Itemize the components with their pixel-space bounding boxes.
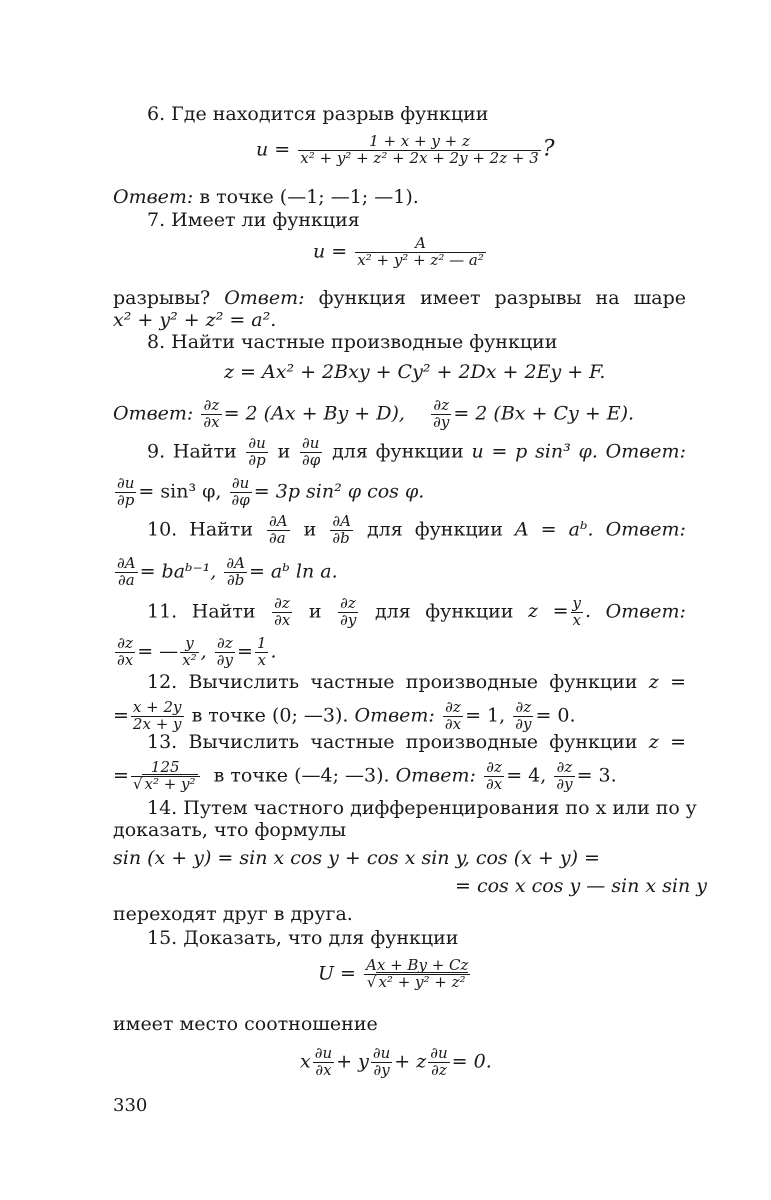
problem-13-line1: 13. Вычислить частные производные функции z = xyxy=(147,731,686,753)
problem-8-answer: Ответ: $\frac{\partial z}{\partial x}$ = 2 (Ax + By + D), $\frac{\partial z}{\partial y}$ = 2 (Bx + Cy + E). xyxy=(113,396,635,431)
problem-14-formula-2: = cos x cos y — sin x sin y xyxy=(455,875,707,897)
problem-14-line1: 14. Путем частного дифференцирования по x или по y xyxy=(147,797,697,819)
problem-12-line1: 12. Вычислить частные производные функции z = xyxy=(147,671,686,693)
problem-6-answer: Ответ: в точке (—1; —1; —1). xyxy=(113,186,419,208)
problem-10-answer: $\frac{\partial A}{\partial a}$ = baᵇ⁻¹, $\frac{\partial A}{\partial b}$ = aᵇ ln a. xyxy=(117,554,338,589)
problem-14-line2: доказать, что формулы xyxy=(113,819,347,841)
problem-12-line2: = $\frac{x + 2y}{2x + y}$ в точке (0; —3). Ответ: $\frac{\partial z}{\partial x}$ = 1, $\frac{\partial z}{\partial y}$ = 0. xyxy=(113,698,576,733)
problem-6-formula: u = $\frac{1 + x + y + z}{\text{x² + y² + z² + 2x + 2y + 2z + 3}}$ ? xyxy=(256,132,555,167)
problem-8-formula: z = Ax² + 2Bxy + Cy² + 2Dx + 2Ey + F. xyxy=(224,361,606,383)
problem-7-answer-line1: разрывы? Ответ: функция имеет разрывы на шаре xyxy=(113,287,686,309)
problem-14-formula-1: sin (x + y) = sin x cos y + cos x sin y, cos (x + y) = xyxy=(113,847,600,869)
problem-8-title: 8. Найти частные производные функции xyxy=(147,331,558,353)
problem-7-title: 7. Имеет ли функция xyxy=(147,209,360,231)
fraction: $\frac{1 + x + y + z}{\text{x² + y² + z² + 2x + 2y + 2z + 3}}$ xyxy=(300,132,539,167)
problem-10-statement: 10. Найти $\frac{\partial A}{\partial a}$ и $\frac{\partial A}{\partial b}$ для функции A = aᵇ. Ответ: xyxy=(147,512,686,547)
fraction: $\frac{A}{\text{x² + y² + z² — a²}}$ xyxy=(357,234,484,269)
problem-15-relation-text: имеет место соотношение xyxy=(113,1013,378,1035)
problem-9-answer: $\frac{\partial u}{\partial p}$ = sin³ φ, $\frac{\partial u}{\partial\varphi}$ = 3p sin² φ cos φ. xyxy=(117,474,425,509)
problem-9-statement: 9. Найти $\frac{\partial u}{\partial p}$ и $\frac{\partial u}{\partial\varphi}$ для функции u = p sin³ φ. Ответ: xyxy=(147,434,686,469)
problem-11-answer: $\frac{\partial z}{\partial x}$ = — $\frac{y}{\text{x²}}$ , $\frac{\partial z}{\partial y}$ = $\frac{1}{x}$ . xyxy=(117,634,277,669)
problem-6-title: 6. Где находится разрыв функции xyxy=(147,103,489,125)
problem-7-answer-line2: x² + y² + z² = a². xyxy=(113,309,277,331)
problem-11-statement: 11. Найти $\frac{\partial z}{\partial x}$ и $\frac{\partial z}{\partial y}$ для функции z = $\frac{y}{x}$ . Ответ: xyxy=(147,594,686,629)
problem-15-formula: U = $\frac{Ax + By + Cz}{\text{√ x² + y² + z²}}$ xyxy=(318,956,469,991)
problem-14-line3: переходят друг в друга. xyxy=(113,903,353,925)
problem-15-relation-formula: x $\frac{\partial u}{\partial x}$ + y $\frac{\partial u}{\partial y}$ + z $\frac{\partial u}{\partial z}$ = 0. xyxy=(300,1044,492,1079)
problem-13-line2: = $\frac{125}{\text{√ x² + y²}}$ в точке (—4; —3). Ответ: $\frac{\partial z}{\partial x}$ = 4, $\frac{\partial z}{\partial y}$ = 3. xyxy=(113,758,617,793)
problem-15-title: 15. Доказать, что для функции xyxy=(147,927,459,949)
page-number: 330 xyxy=(113,1095,148,1116)
problem-7-formula: u = $\frac{A}{\text{x² + y² + z² — a²}}$ xyxy=(313,234,484,269)
